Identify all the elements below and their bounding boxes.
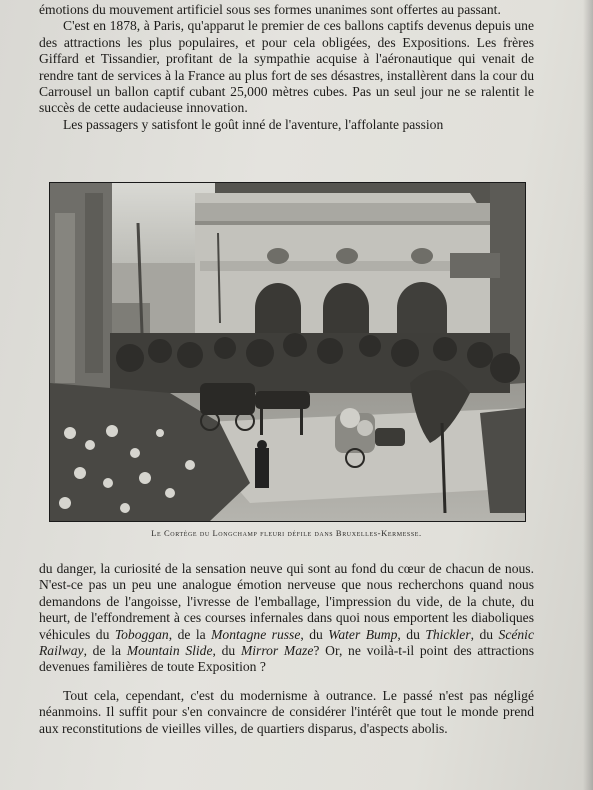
text-segment: du danger, la curiosité de la sensation neuve qui sont au fond du cœur de chacun de nous. N'est-ce pas un peu une analogue émotion nerveuse que nous recherchons quand nous demandons de l'angoisse, l'ivresse de l'emballage, l'impression du vide, de la chute, du heurt, de l'effondrement à ces courses infernales dans quoi nous emportent les diaboliques véhicules du xyxy=(39,561,534,642)
paragraph-3 xyxy=(39,561,534,676)
paragraph-2 xyxy=(39,117,534,133)
paragraph-gap xyxy=(39,676,534,688)
top-text-block xyxy=(39,2,534,133)
text-segment: , du xyxy=(212,643,241,659)
paragraph-0 xyxy=(39,2,534,18)
text-segment: , du xyxy=(300,626,329,642)
text-segment: Scénic Railway xyxy=(39,626,534,659)
text-segment: Mountain Slide xyxy=(126,643,213,659)
text-segment: Tout cela, cependant, c'est du modernisme à outrance. Le passé n'est pas négligé néanmoins. Il suffit pour s'en convaincre de considérer l'intérêt que tout le monde prend aux reconstitutions de vieilles villes, de quartiers disparus, d'aspects abolis. xyxy=(39,687,534,736)
text-segment: Mirror Maze xyxy=(240,643,314,659)
paragraph-1 xyxy=(39,18,534,116)
paragraph-4 xyxy=(39,688,534,737)
text-segment: Les passagers y satisfont le goût inné de l'aventure, l'affolante passion xyxy=(63,116,444,132)
text-segment: Toboggan xyxy=(114,626,169,642)
text-segment: C'est en 1878, à Paris, qu'apparut le premier de ces ballons captifs devenus depuis une des attractions les plus populaires, et pour cela obligées, des Expositions. Les frères Giffard et Tissandier, profitant de la sympathie acquise à l'aéronautique qui venait de rendre tant de services à la France au plus fort de ses désastres, installèrent dans la cour du Carrousel un ballon captif cubant 25,000 mètres cubes. Pas un seul jour ne se ralentit le succès de cette audacieuse innovation. xyxy=(39,18,534,116)
text-segment: , du xyxy=(397,626,426,642)
text-segment: Thickler xyxy=(425,626,471,642)
text-segment: Water Bump xyxy=(328,626,398,642)
text-segment: , de la xyxy=(83,643,127,659)
text-segment: , du xyxy=(470,626,499,642)
page-edge-shadow xyxy=(583,0,593,790)
text-segment: , de la xyxy=(168,626,212,642)
figure-caption: Le Cortège du Longchamp fleuri défile dans Bruxelles-Kermesse. xyxy=(151,528,422,538)
bottom-text-block xyxy=(39,561,534,737)
text-segment: Montagne russe xyxy=(211,626,301,642)
text-segment: ? Or, ne voilà-t-il point des attractions devenues familières de toute Exposition ? xyxy=(39,643,534,675)
text-segment: émotions du mouvement artificiel sous ses formes unanimes sont offertes au passant. xyxy=(39,2,501,17)
figure-photograph xyxy=(49,182,526,522)
